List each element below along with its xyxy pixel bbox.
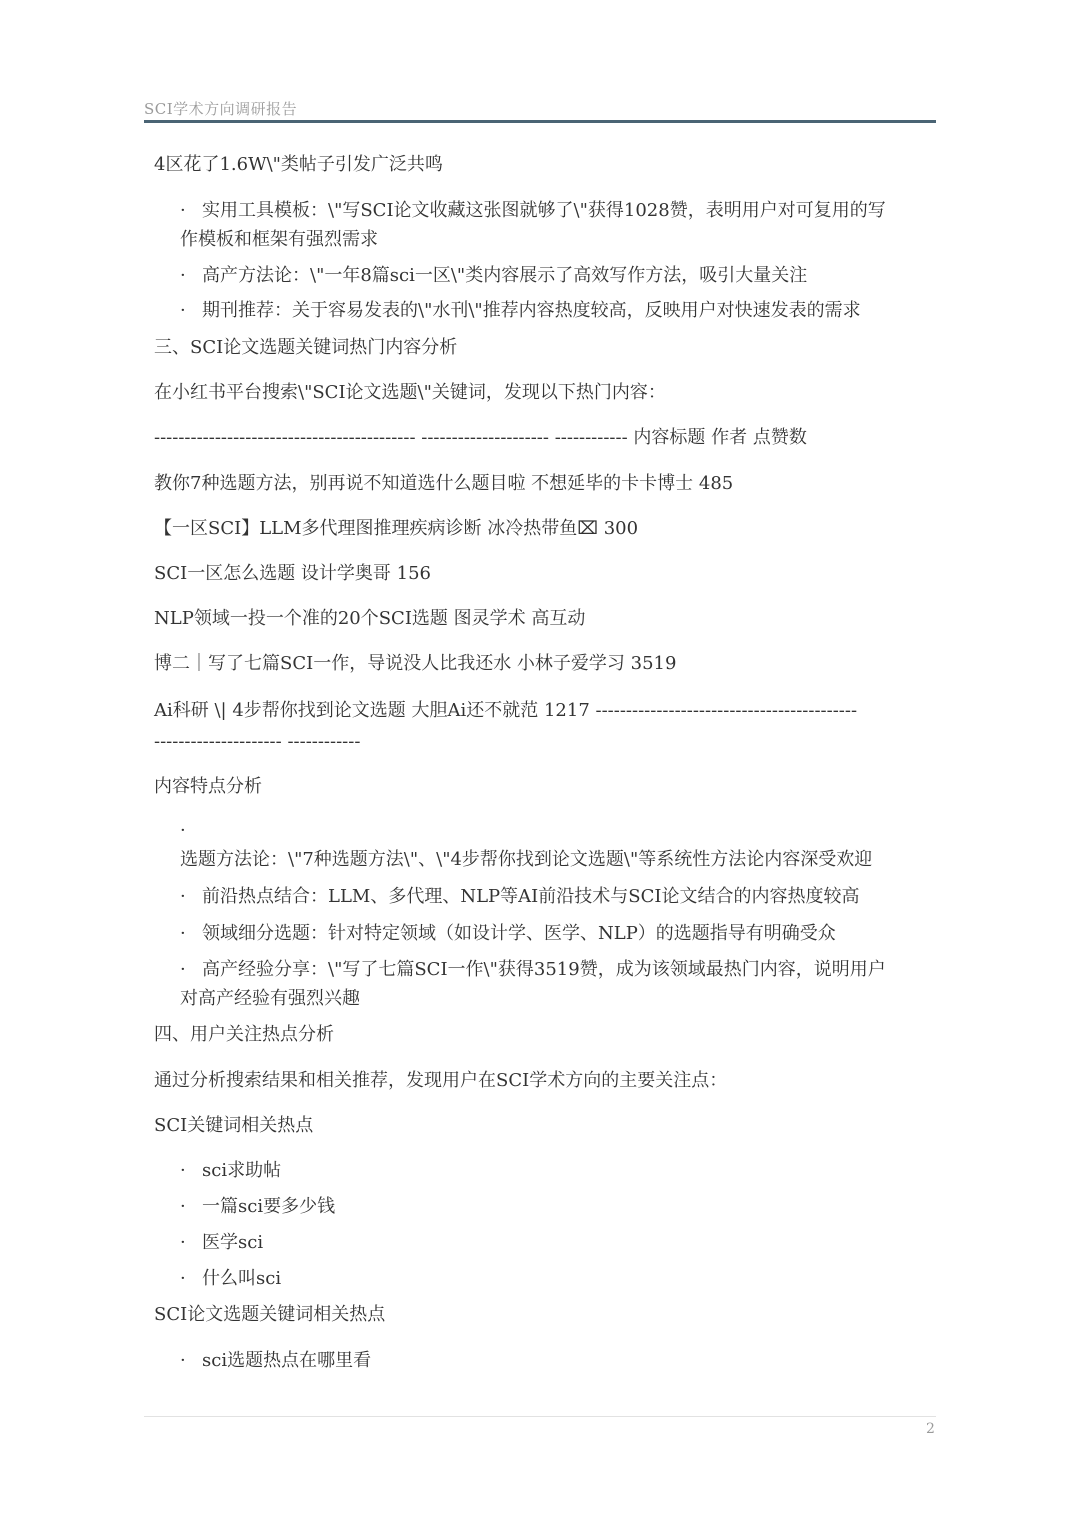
list-item-continuation: 作模板和框架有强烈需求 — [180, 229, 378, 250]
bullet-icon: · — [180, 1350, 186, 1371]
header-rule — [144, 120, 936, 123]
list-item — [180, 1157, 281, 1185]
page-number: 2 — [926, 1421, 935, 1437]
table-header-line: ------------------------------------------- --------------------- ------------ 内容标题 作者 点赞数 — [154, 427, 807, 448]
table-rule-line: --------------------- ------------ — [154, 731, 361, 752]
subsection-heading: SCI关键词相关热点 — [154, 1115, 314, 1136]
bullet-icon: · — [180, 1160, 186, 1181]
table-row: Ai科研 \| 4步帮你找到论文选题 大胆Ai还不就范 1217 ------------------------------------------- — [154, 700, 858, 721]
list-item-text: 高产经验分享：\"写了七篇SCI一作\"获得3519赞，成为该领域最热门内容，说明用户 — [202, 959, 886, 980]
table-row: SCI一区怎么选题 设计学奥哥 156 — [154, 563, 432, 584]
header-title: SCI学术方向调研报告 — [144, 100, 298, 118]
subsection-heading: SCI论文选题关键词相关热点 — [154, 1304, 386, 1325]
table-row: NLP领域一投一个准的20个SCI选题 图灵学术 高互动 — [154, 608, 586, 629]
subsection-heading: 内容特点分析 — [154, 776, 262, 797]
list-item-continuation: 对高产经验有强烈兴趣 — [180, 988, 360, 1009]
list-item-text: 医学sci — [202, 1232, 264, 1253]
list-item — [180, 297, 861, 325]
list-item-text: 实用工具模板：\"写SCI论文收藏这张图就够了\"获得1028赞，表明用户对可复用的写 — [202, 200, 886, 221]
list-item — [180, 883, 859, 911]
bullet-icon: · — [180, 265, 186, 286]
bullet-icon: · — [180, 886, 186, 907]
list-item-text: 一篇sci要多少钱 — [202, 1196, 336, 1217]
list-item — [180, 197, 886, 225]
list-item-text: sci选题热点在哪里看 — [202, 1350, 372, 1371]
bullet-icon: · — [180, 923, 186, 944]
list-item — [180, 920, 836, 948]
list-item-text: 高产方法论：\"一年8篇sci一区\"类内容展示了高效写作方法，吸引大量关注 — [202, 265, 808, 286]
list-item — [180, 1265, 281, 1293]
bullet-icon: · — [180, 1196, 186, 1217]
list-item — [180, 1193, 335, 1221]
list-item-text: 前沿热点结合：LLM、多代理、NLP等AI前沿技术与SCI论文结合的内容热度较高 — [202, 886, 860, 907]
list-item-text: 选题方法论：\"7种选题方法\"、\"4步帮你找到论文选题\"等系统性方法论内容深受欢迎 — [180, 849, 873, 870]
paragraph-line: 在小红书平台搜索\"SCI论文选题\"关键词，发现以下热门内容： — [154, 382, 666, 403]
list-item — [180, 956, 886, 984]
list-item-text: 领域细分选题：针对特定领域（如设计学、医学、NLP）的选题指导有明确受众 — [202, 923, 836, 944]
section-heading: 四、用户关注热点分析 — [154, 1024, 334, 1045]
list-item-text: sci求助帖 — [202, 1160, 282, 1181]
list-item-text: 什么叫sci — [202, 1268, 282, 1289]
list-item — [180, 1229, 263, 1257]
table-row: 教你7种选题方法，别再说不知道选什么题目啦 不想延毕的卡卡博士 485 — [154, 473, 734, 494]
table-row: 【一区SCI】LLM多代理图推理疾病诊断 冰冷热带鱼⌧ 300 — [154, 518, 639, 539]
section-heading: 三、SCI论文选题关键词热门内容分析 — [154, 337, 458, 358]
bullet-icon: · — [180, 1232, 186, 1253]
table-row: 博二｜写了七篇SCI一作，导说没人比我还水 小林子爱学习 3519 — [154, 653, 677, 674]
bullet-icon: · — [180, 300, 186, 321]
paragraph-line: 4区花了1.6W\"类帖子引发广泛共鸣 — [154, 154, 443, 175]
bullet-icon: · — [180, 820, 186, 841]
list-item-text: 期刊推荐：关于容易发表的\"水刊\"推荐内容热度较高，反映用户对快速发表的需求 — [202, 300, 861, 321]
bullet-icon: · — [180, 1268, 186, 1289]
bullet-icon: · — [180, 200, 186, 221]
bullet-icon: · — [180, 959, 186, 980]
footer-rule — [144, 1416, 936, 1417]
list-item — [180, 262, 807, 290]
paragraph-line: 通过分析搜索结果和相关推荐，发现用户在SCI学术方向的主要关注点： — [154, 1070, 728, 1091]
list-item — [180, 1347, 371, 1375]
